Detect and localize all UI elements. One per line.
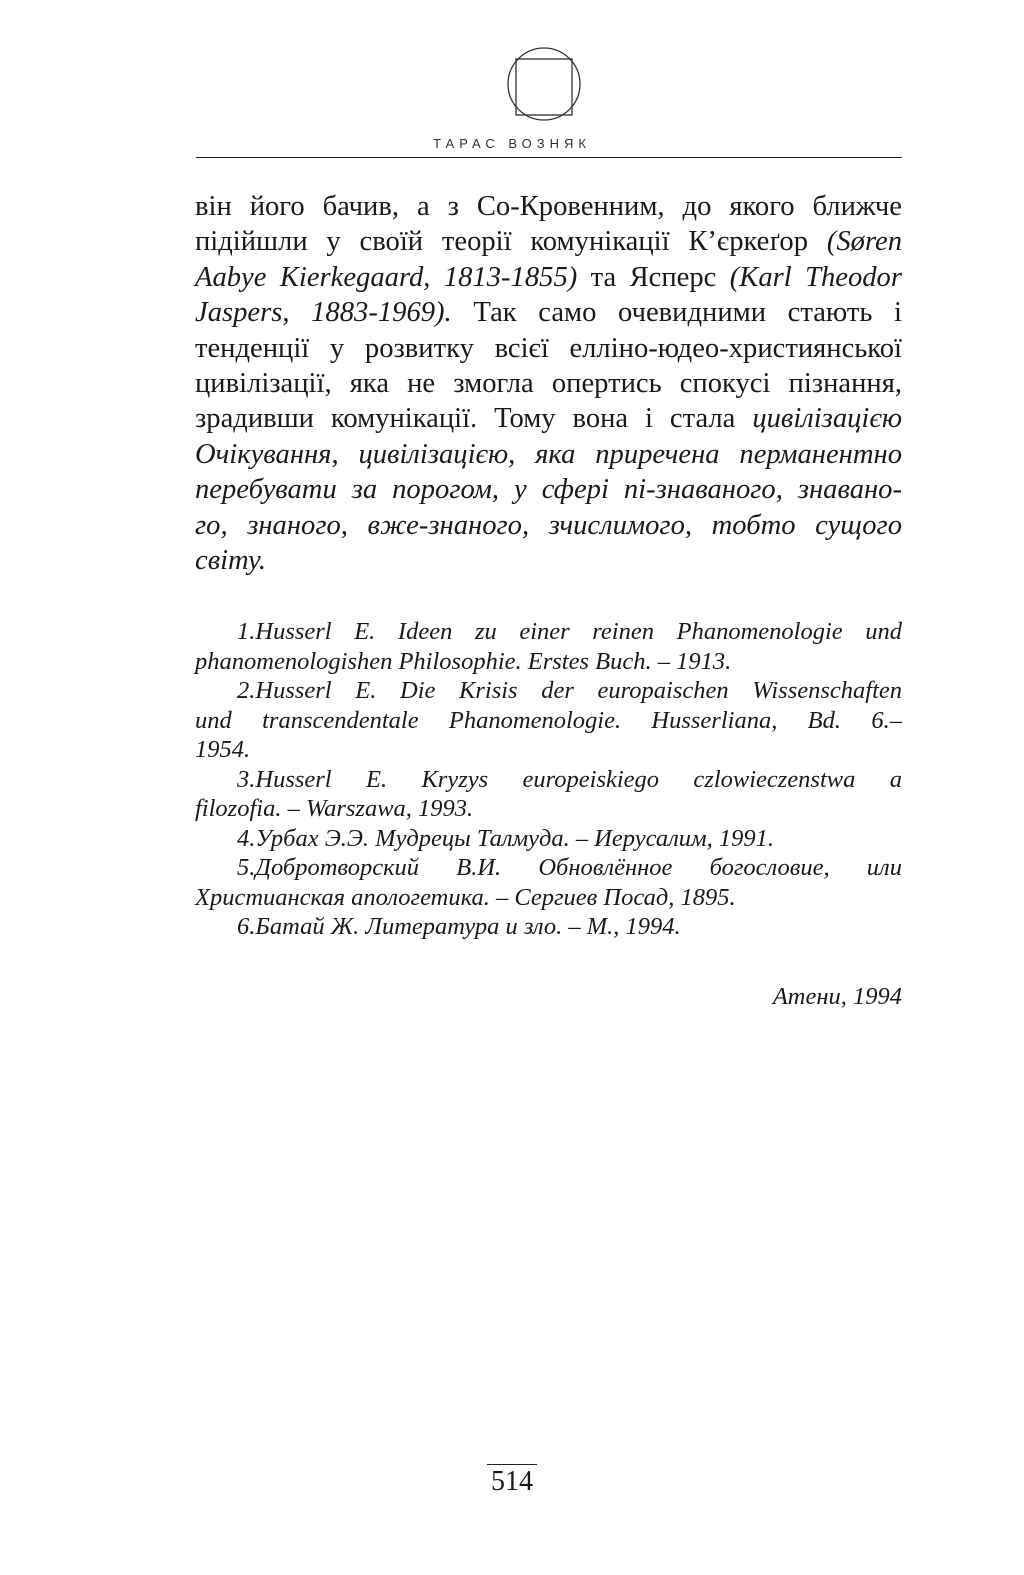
reference-line: 3.Husserl E. Kryzys europeiskiego czlowieczenstwa a — [237, 765, 902, 793]
body-italic-text: Jaspers, 1883-1969). — [195, 297, 452, 329]
body-line — [195, 260, 902, 295]
reference-line: filozofia. – Warszawa, 1993. — [195, 795, 474, 822]
reference-line: 6.Батай Ж. Литература и зло. – М., 1994. — [237, 913, 681, 940]
body-paragraph — [195, 189, 902, 578]
body-line — [195, 508, 902, 543]
body-line — [195, 295, 902, 330]
reference-line: 4.Урбах Э.Э. Мудрецы Талмуда. – Иерусалим, 1991. — [237, 824, 775, 852]
body-text: він його бачив, а з Со-Кровенним, до якого ближче — [195, 191, 902, 222]
body-italic-text: перебувати за порогом, у сфері пі-знаваного, знавано- — [195, 474, 902, 506]
body-italic-text: світу. — [195, 545, 267, 577]
body-line — [195, 331, 902, 366]
body-line — [195, 472, 902, 507]
body-text: тенденції у розвитку всієї елліно-юдео-християнської — [195, 332, 902, 364]
body-text: зрадивши комунікації. Тому вона і стала — [195, 403, 753, 435]
circle-square-emblem-icon — [506, 46, 582, 122]
body-italic-text: цивілізацією — [752, 403, 902, 435]
page-number — [0, 1464, 1024, 1498]
body-italic-text: (Søren — [826, 226, 902, 258]
place-date: Атени, 1994 — [772, 983, 902, 1010]
running-head: ТАРАС ВОЗНЯК — [433, 136, 591, 151]
reference-line: 5.Добротворский В.И. Обновлённое богословие, или — [237, 854, 902, 881]
body-line — [195, 543, 902, 578]
body-italic-text: го, знаного, вже-знаного, зчислимого, тобто сущого — [195, 509, 902, 541]
body-text: Так само очевидними стають і — [451, 297, 902, 329]
reference-line: 2.Husserl E. Die Krisis der europaischen Wissenschaften — [237, 677, 902, 704]
body-italic-text: Aabye Kierkegaard, 1813-1855) — [195, 261, 578, 293]
body-line — [195, 366, 902, 401]
reference-line: 1.Husserl E. Ideen zu einer reinen Phanomenologie und — [237, 618, 902, 645]
references-list — [195, 617, 902, 942]
reference-line: Христианская апологетика. – Сергиев Посад, 1895. — [195, 883, 736, 911]
body-text: цивілізації, яка не змогла опертись спокусі пізнання, — [195, 368, 902, 400]
header-rule — [196, 157, 902, 158]
body-line — [195, 189, 902, 224]
body-line — [195, 224, 902, 259]
body-line — [195, 437, 902, 472]
body-text: та Ясперс — [577, 261, 730, 293]
reference-line: 1954. — [195, 736, 251, 763]
body-italic-text: Очікування, цивілізацією, яка приречена перманентно — [195, 438, 902, 470]
reference-line: phanomenologishen Philosophie. Erstes Buch. – 1913. — [195, 647, 732, 675]
body-text: підійшли у своїй теорії комунікації К’єркеґор — [195, 226, 827, 258]
page-number-text: 514 — [487, 1464, 537, 1497]
reference-line: und transcendentale Phanomenologie. Husserliana, Bd. 6.– — [195, 706, 902, 734]
body-italic-text: (Karl Theodor — [729, 261, 902, 293]
body-line — [195, 401, 902, 436]
